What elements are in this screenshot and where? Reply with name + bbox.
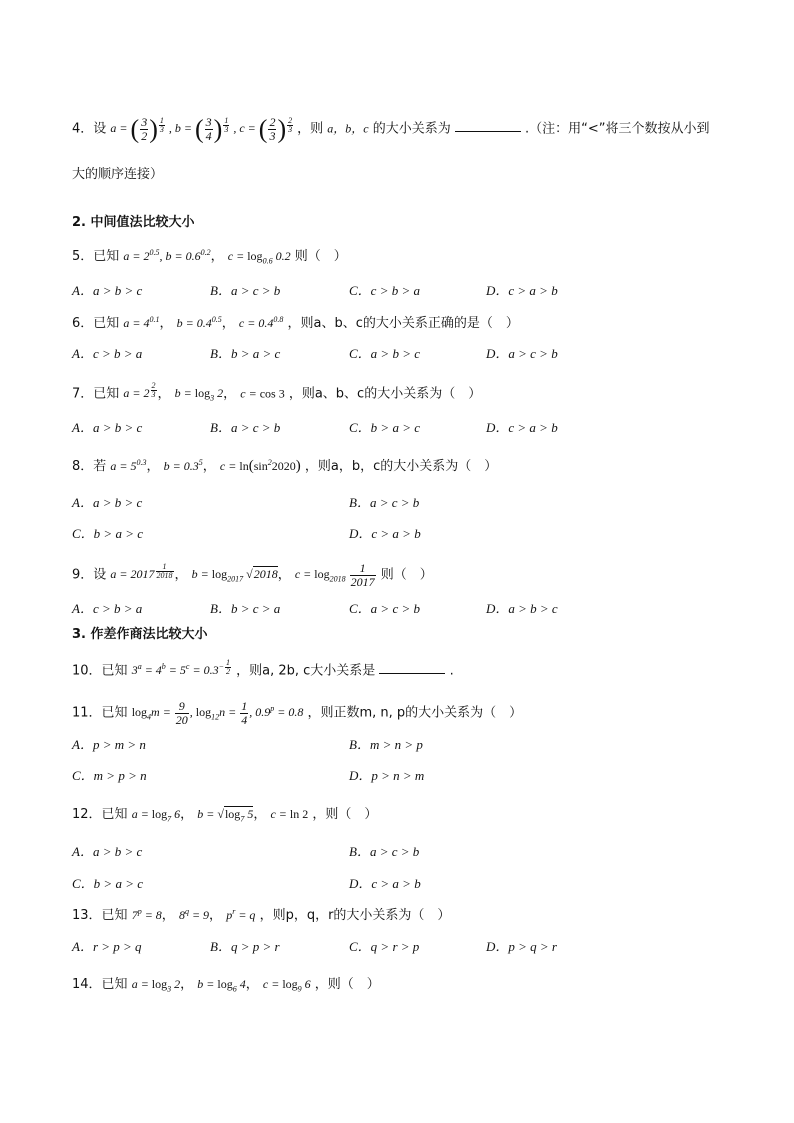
formula-q7-c: c = cos 3 [240,386,285,401]
option-b[interactable]: B．a > c > b [210,283,281,298]
formula-q14: $a = \log_3 2$ [131,977,181,994]
formula-q14-c: $c = \log_9 6$ [262,977,311,994]
option-c[interactable]: C．b > a > c [349,420,420,435]
formula-q13-b: $8^q = 9$ [178,907,210,922]
formula-q8: $a = 5^{0.3}$ [110,458,147,473]
question-8: 8．若 $a = 5^{0.3}$， $b = 0.3^5$， $c = \ln(\sin^22020)$ ，则a，b，c的大小关系为（ ） [72,458,498,474]
formula-q13-c: $p^r = q$ [226,907,256,922]
formula-q5: $a = 2^{0.5}$, $b = 0.6^{0.2}$ [123,248,211,263]
question-stem: 10．已知 [72,663,128,679]
question-stem: 11．已知 [72,705,128,721]
formula-q13: $7^p = 8$ [131,907,162,922]
option-a[interactable]: A．a > b > c [72,844,143,859]
text-fragment: . [449,663,454,679]
formula-q5-c: $c = \log_{0.6} 0.2$ [227,249,291,266]
option-b[interactable]: B．q > p > r [210,939,280,954]
option-d[interactable]: D．c > a > b [349,526,421,541]
option-b[interactable]: B．b > c > a [210,601,281,616]
option-a[interactable]: A．a > b > c [72,420,143,435]
question-6: 6．已知 $a = 4^{0.1}$， $b = 0.4^{0.5}$， $c = 0.4^{0.8}$ ，则a、b、c的大小关系正确的是（ ） [72,315,519,331]
formula-q12: $a = \log_7 6$ [131,807,181,824]
question-10 [72,659,454,680]
text-fragment: 则（ ） [380,567,433,583]
question-4 [72,116,710,143]
option-a[interactable]: A．c > b > a [72,601,143,616]
option-d[interactable]: D．p > n > m [349,768,425,783]
formula-q12-c: c = ln 2 [270,807,309,821]
text-fragment: ，则p，q，r的大小关系为（ ） [259,908,451,923]
formula-q4: a = ( $\frac{3}{2}$ ) $^{\frac{1}{3}}$ , b = ( $\frac{3}{4}$ ) $^{\frac{1}{3}}$ , c = ( $\frac{2}{3}$ ) $^{\frac{2}{3}}$ [110,114,293,144]
question-stem: 5．已知 [72,249,120,264]
text-fragment: ，则a、b、c的大小关系正确的是（ ） [287,316,519,331]
option-c[interactable]: C．b > a > c [72,876,143,891]
question-13: 13．已知 $7^p = 8$， $8^q = 9$， $p^r = q$ ，则p，q，r的大小关系为（ ） [72,907,451,923]
formula-q9-c: $c = \log_{2018}$ $\frac{1}{2017}$ [294,561,375,589]
text-fragment: ，则（ ） [314,977,380,992]
option-b[interactable]: B．b > a > c [210,346,281,361]
text-fragment: 则（ ） [294,249,347,264]
formula-q9-b: $b = \log_{2017} √2018$ [191,567,278,584]
formula-q7: a = 2 $^{\frac{2}{3}}$ [123,381,156,401]
option-a[interactable]: A．p > m > n [72,737,146,752]
option-d[interactable]: D．a > c > b [486,346,558,361]
question-7: 7．已知 a = 2 $^{\frac{2}{3}}$ ， $b = \log_3 2$， c = cos 3 ，则a、b、c的大小关系为（ ） [72,381,482,403]
option-d[interactable]: D．c > a > b [486,420,558,435]
text-fragment: ，则正数m, n, p的大小关系为（ ） [307,705,523,721]
option-c[interactable]: C．a > b > c [349,346,420,361]
text-fragment: 的大小关系为 [372,121,451,137]
question-stem: 7．已知 [72,386,120,402]
question-stem: 6．已知 [72,316,120,331]
text-fragment: ，则 [297,121,324,137]
option-b[interactable]: B．a > c > b [349,844,420,859]
option-a[interactable]: A．r > p > q [72,939,142,954]
section-heading-2: 2. 中间值法比较大小 [72,215,195,230]
text-fragment: ，则a，b，c的大小关系为（ ） [304,459,498,474]
question-11 [72,700,522,727]
option-d[interactable]: D．c > a > b [349,876,421,891]
question-14: 14．已知 $a = \log_3 2$， $b = \log_6 4$， $c = \log_9 6$ ，则（ ） [72,977,380,994]
formula-q6-c: $c = 0.4^{0.8}$ [238,315,284,330]
question-stem: 8．若 [72,459,107,474]
formula-q14-b: $b = \log_6 4$ [197,977,246,994]
question-stem: 12．已知 [72,807,128,822]
option-c[interactable]: C．q > r > p [349,939,420,954]
option-c[interactable]: C．c > b > a [349,283,420,298]
question-stem: 13．已知 [72,908,128,923]
question-12: 12．已知 $a = \log_7 6$， $b = √\log_7$ 5， c = ln 2 ，则（ ） [72,807,378,824]
formula-q7-b: $b = \log_3 2$ [174,386,224,403]
text-fragment: ，则a, 2b, c大小关系是 [236,663,376,679]
option-a[interactable]: A．c > b > a [72,346,143,361]
question-9: 9．设 a = 2017 $^{\frac{1}{2018}}$ ， $b = \log_{2017} √2018$， $c = \log_{2018}$ $\frac{1}{2017}$ 则（ ） [72,561,433,589]
question-5: 5．已知 $a = 2^{0.5}$, $b = 0.6^{0.2}$， $c = \log_{0.6} 0.2$ 则（ ） [72,248,347,266]
question-number: 4．设 [72,121,107,137]
formula-q6: $a = 4^{0.1}$ [123,315,160,330]
formula-q6-b: $b = 0.4^{0.5}$ [176,315,222,330]
formula-q8-c: $c = \ln(\sin^22020)$ [219,458,301,474]
formula-q10: $3^a = 4^b = 5^c = 0.3^{- \frac{1}{2}}$ [131,658,230,678]
answer-blank[interactable] [379,661,445,674]
answer-blank[interactable] [455,119,521,132]
variables: a，b，c [327,121,369,136]
option-b[interactable]: B．m > n > p [349,737,423,752]
formula-q12-b: $b = √\log_7$ 5 [197,807,254,824]
question-4-continuation: 大的顺序连接） [72,167,164,182]
text-fragment: .（注：用“<”将三个数按从小到 [525,121,710,137]
option-c[interactable]: C．m > p > n [72,768,147,783]
option-d[interactable]: D．c > a > b [486,283,558,298]
text-fragment: ，则a、b、c的大小关系为（ ） [288,386,482,402]
formula-q11: $\log_4m$ = $\frac{9}{20}$ , $\log_{12}n$ = $\frac{1}{4}$ , $0.9^p = 0.8$ [131,699,304,727]
option-d[interactable]: D．p > q > r [486,939,557,954]
section-heading-3: 3. 作差作商法比较大小 [72,627,208,642]
question-stem: 14．已知 [72,977,128,992]
option-c[interactable]: C．a > c > b [349,601,420,616]
formula-q8-b: $b = 0.3^5$ [163,458,203,473]
option-d[interactable]: D．a > b > c [486,601,558,616]
text-fragment: ，则（ ） [312,807,378,822]
option-b[interactable]: B．a > c > b [349,495,420,510]
option-a[interactable]: A．a > b > c [72,283,143,298]
option-b[interactable]: B．a > c > b [210,420,281,435]
question-stem: 9．设 [72,567,107,583]
option-c[interactable]: C．b > a > c [72,526,143,541]
formula-q9: a = 2017 $^{\frac{1}{2018}}$ [110,561,173,582]
option-a[interactable]: A．a > b > c [72,495,143,510]
